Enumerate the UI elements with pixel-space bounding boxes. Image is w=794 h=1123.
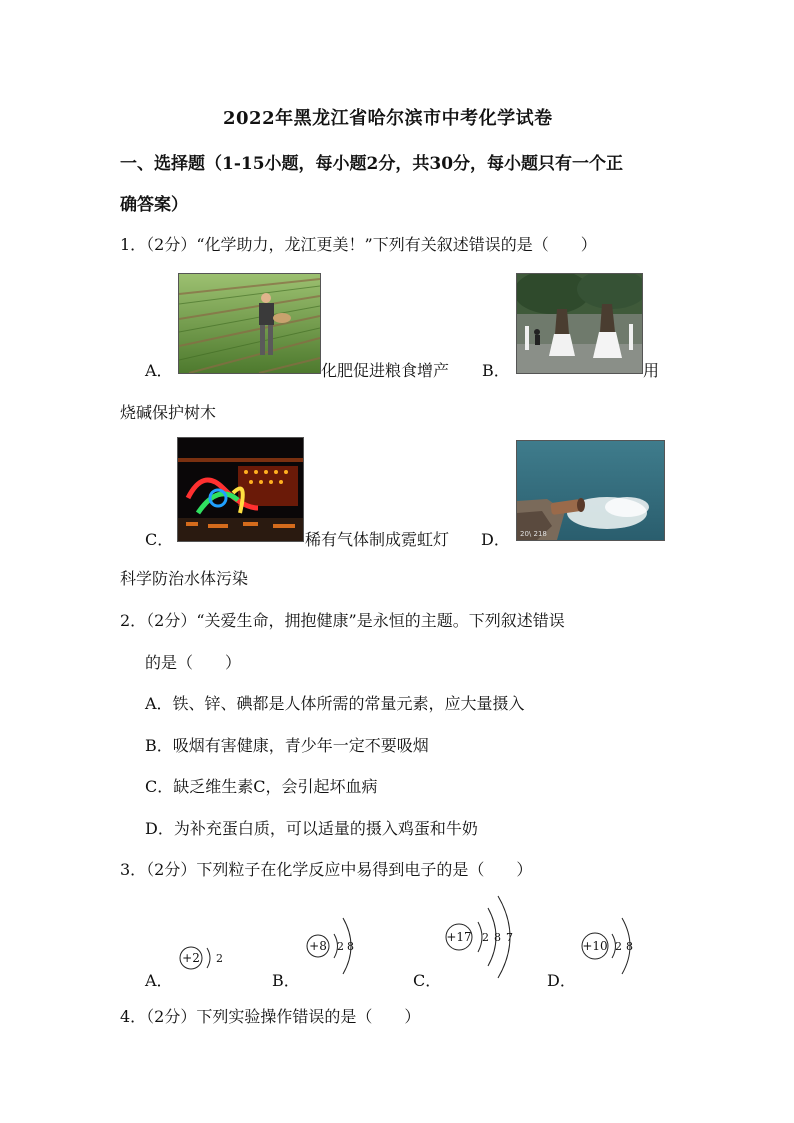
q1-option-c-label: C． [145, 530, 174, 549]
atom-diagram-c [442, 892, 522, 982]
q1-option-b-text-tail: 用 [643, 361, 660, 380]
photo-watermark: 20\ 218 [520, 530, 547, 538]
atom-a-shell-arc-1 [207, 948, 210, 968]
water-pollution-discharge-photo [516, 440, 665, 541]
q3-option-a-label: A． [145, 971, 173, 990]
q4-stem: 4．（2分）下列实验操作错误的是（ ） [120, 1007, 421, 1026]
section-heading-line1: 一、选择题（1-15小题，每小题2分，共30分，每小题只有一个正 [120, 154, 624, 174]
q2-option-a: A．铁、锌、碘都是人体所需的常量元素，应大量摄入 [145, 694, 525, 713]
q1-option-a-label: A． [145, 361, 173, 380]
atom-c-shell-1: 2 [482, 931, 489, 944]
q2-stem-line1: 2．（2分）“关爱生命，拥抱健康”是永恒的主题。下列叙述错误 [120, 611, 565, 630]
q1-option-a-text: 化肥促进粮食增产 [321, 361, 450, 380]
section-heading-line2: 确答案） [120, 195, 188, 215]
atom-a-shell-1: 2 [216, 952, 223, 965]
q2-option-c: C．缺乏维生素C，会引起坏血病 [145, 777, 378, 796]
atom-c-nucleus: +17 [446, 930, 472, 944]
farmer-fertilizing-field-photo [178, 273, 321, 374]
q1-option-d-text-wrap: 科学防治水体污染 [120, 569, 249, 588]
atom-a-nucleus: +2 [182, 951, 200, 965]
q1-stem: 1．（2分）“化学助力，龙江更美！”下列有关叙述错误的是（ ） [120, 235, 597, 254]
atom-d-nucleus: +10 [582, 939, 608, 953]
atom-d-shell-1: 2 [615, 940, 622, 953]
atom-d-shell-2: 8 [626, 940, 633, 953]
q2-option-d: D．为补充蛋白质，可以适量的摄入鸡蛋和牛奶 [145, 819, 478, 838]
q2-option-b: B．吸烟有害健康，青少年一定不要吸烟 [145, 736, 429, 755]
q1-option-c-text: 稀有气体制成霓虹灯 [305, 530, 450, 549]
q3-option-d-label: D． [547, 971, 576, 990]
atom-diagram-a [176, 940, 236, 976]
q2-stem-line2: 的是（ ） [145, 653, 242, 672]
atom-diagram-b [303, 910, 363, 978]
q1-option-b-label: B． [482, 361, 510, 380]
q3-option-b-label: B． [272, 971, 300, 990]
q1-option-d-label: D． [481, 530, 510, 549]
q1-option-b-text-wrap: 烧碱保护树木 [120, 403, 217, 422]
atom-b-shell-2: 8 [347, 940, 354, 953]
atom-c-shell-3: 7 [506, 931, 513, 944]
atom-c-shell-2: 8 [494, 931, 501, 944]
page-title: 2022年黑龙江省哈尔滨市中考化学试卷 [223, 108, 553, 129]
whitewashed-tree-trunks-photo [516, 273, 643, 374]
q3-stem: 3．（2分）下列粒子在化学反应中易得到电子的是（ ） [120, 860, 533, 879]
neon-lights-night-photo [177, 437, 304, 542]
atom-b-shell-1: 2 [337, 940, 344, 953]
q3-option-c-label: C． [413, 971, 442, 990]
atom-diagram-d [578, 910, 644, 978]
atom-b-nucleus: +8 [309, 939, 327, 953]
